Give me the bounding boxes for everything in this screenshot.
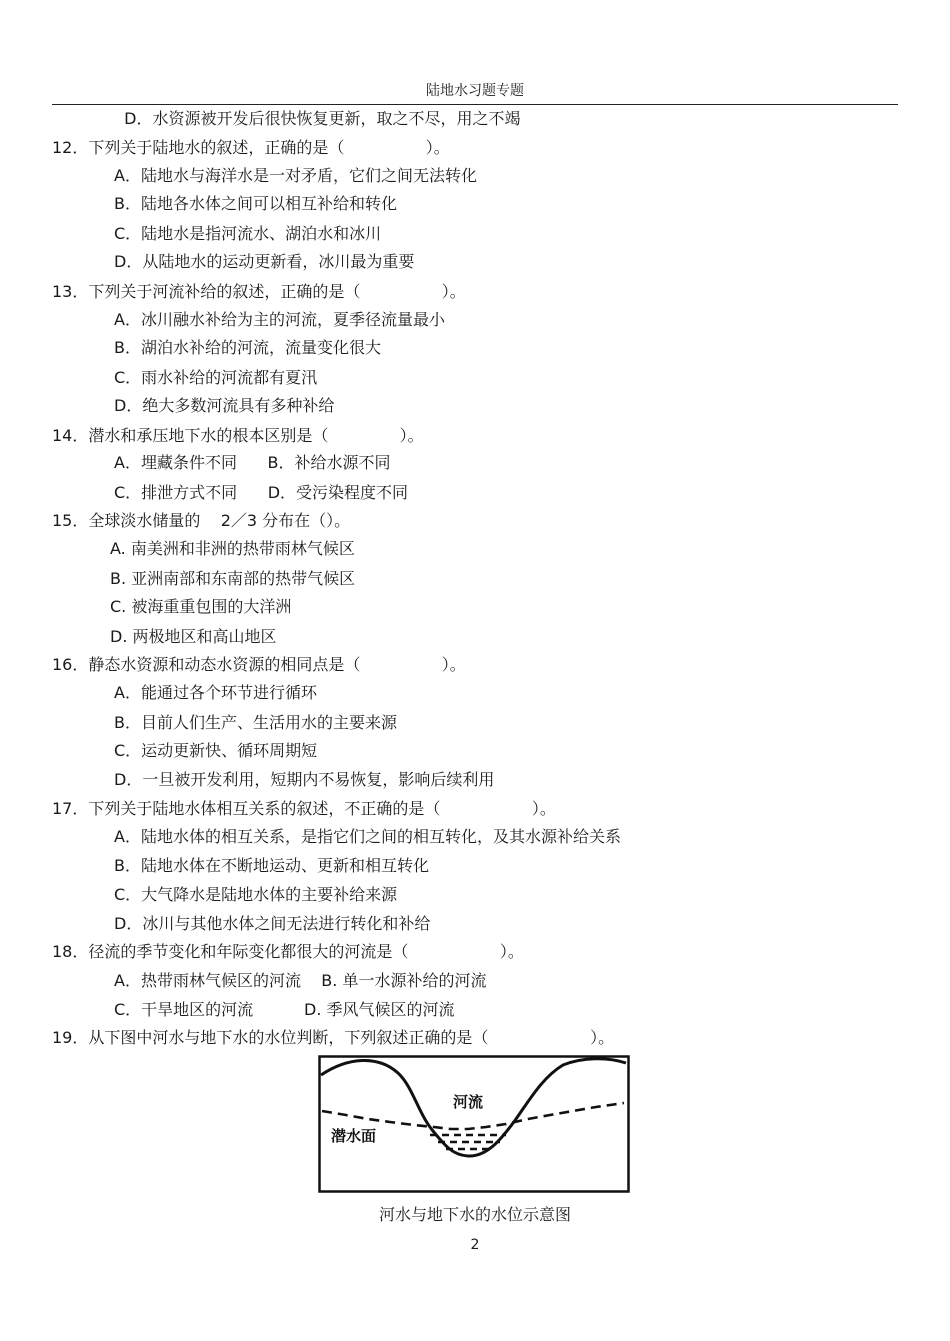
answer-option: A. 南美洲和非洲的热带雨林气候区 bbox=[110, 539, 355, 558]
answer-option: A．能通过各个环节进行循环 bbox=[114, 683, 317, 702]
water-table-label: 潜水面 bbox=[331, 1127, 377, 1145]
answer-option: A．冰川融水补给为主的河流，夏季径流量最小 bbox=[114, 310, 445, 329]
answer-option: C. 被海重重包围的大洋洲 bbox=[110, 597, 292, 616]
header-rule bbox=[52, 104, 898, 105]
answer-option: D．水资源被开发后很快恢复更新，取之不尽，用之不竭 bbox=[114, 109, 521, 128]
question-stem: 12．下列关于陆地水的叙述，正确的是（ ）。 bbox=[52, 138, 450, 157]
answer-option: A．陆地水与海洋水是一对矛盾，它们之间无法转化 bbox=[114, 166, 477, 185]
question-stem: 15．全球淡水储量的 2／3 分布在（）。 bbox=[52, 511, 351, 530]
answer-option: B．湖泊水补给的河流，流量变化很大 bbox=[114, 338, 381, 357]
question-stem: 18．径流的季节变化和年际变化都很大的河流是（ ）。 bbox=[52, 942, 524, 961]
answer-option: C．雨水补给的河流都有夏汛 bbox=[114, 368, 318, 387]
question-stem: 13．下列关于河流补给的叙述，正确的是（ ）。 bbox=[52, 282, 466, 301]
question-stem: 14．潜水和承压地下水的根本区别是（ ）。 bbox=[52, 426, 424, 445]
answer-option: D．一旦被开发利用，短期内不易恢复，影响后续利用 bbox=[114, 770, 495, 789]
answer-option: B. 亚洲南部和东南部的热带气候区 bbox=[110, 569, 356, 588]
answer-option: D．冰川与其他水体之间无法进行转化和补给 bbox=[114, 914, 431, 933]
page-header: 陆地水习题专题 bbox=[426, 83, 524, 99]
answer-option: D．从陆地水的运动更新看，冰川最为重要 bbox=[114, 252, 415, 271]
answer-option: C．陆地水是指河流水、湖泊水和冰川 bbox=[114, 224, 382, 243]
answer-option: D．绝大多数河流具有多种补给 bbox=[114, 396, 335, 415]
diagram-frame bbox=[320, 1057, 629, 1192]
question-stem: 19．从下图中河水与地下水的水位判断，下列叙述正确的是（ ）。 bbox=[52, 1028, 615, 1047]
river-label: 河流 bbox=[453, 1093, 484, 1111]
answer-option: C．排泄方式不同 D．受污染程度不同 bbox=[114, 483, 409, 502]
answer-option: C．大气降水是陆地水体的主要补给来源 bbox=[114, 885, 398, 904]
figure-caption: 河水与地下水的水位示意图 bbox=[378, 1205, 571, 1224]
river-water bbox=[430, 1135, 506, 1149]
answer-option: A．埋藏条件不同 B．补给水源不同 bbox=[114, 453, 391, 472]
answer-option: C．干旱地区的河流 D. 季风气候区的河流 bbox=[114, 1000, 455, 1019]
answer-option: B．陆地各水体之间可以相互补给和转化 bbox=[114, 194, 397, 213]
answer-option: C．运动更新快、循环周期短 bbox=[114, 741, 318, 760]
answer-option: B．陆地水体在不断地运动、更新和相互转化 bbox=[114, 856, 429, 875]
page-number: 2 bbox=[470, 1237, 480, 1253]
question-stem: 17．下列关于陆地水体相互关系的叙述，不正确的是（ ）。 bbox=[52, 799, 556, 818]
river-groundwater-diagram bbox=[318, 1055, 630, 1193]
answer-option: A．陆地水体的相互关系，是指它们之间的相互转化，及其水源补给关系 bbox=[114, 827, 621, 846]
answer-option: A．热带雨林气候区的河流 B. 单一水源补给的河流 bbox=[114, 971, 487, 990]
answer-option: B．目前人们生产、生活用水的主要来源 bbox=[114, 713, 397, 732]
answer-option: D. 两极地区和高山地区 bbox=[110, 627, 277, 646]
question-stem: 16．静态水资源和动态水资源的相同点是（ ）。 bbox=[52, 655, 466, 674]
